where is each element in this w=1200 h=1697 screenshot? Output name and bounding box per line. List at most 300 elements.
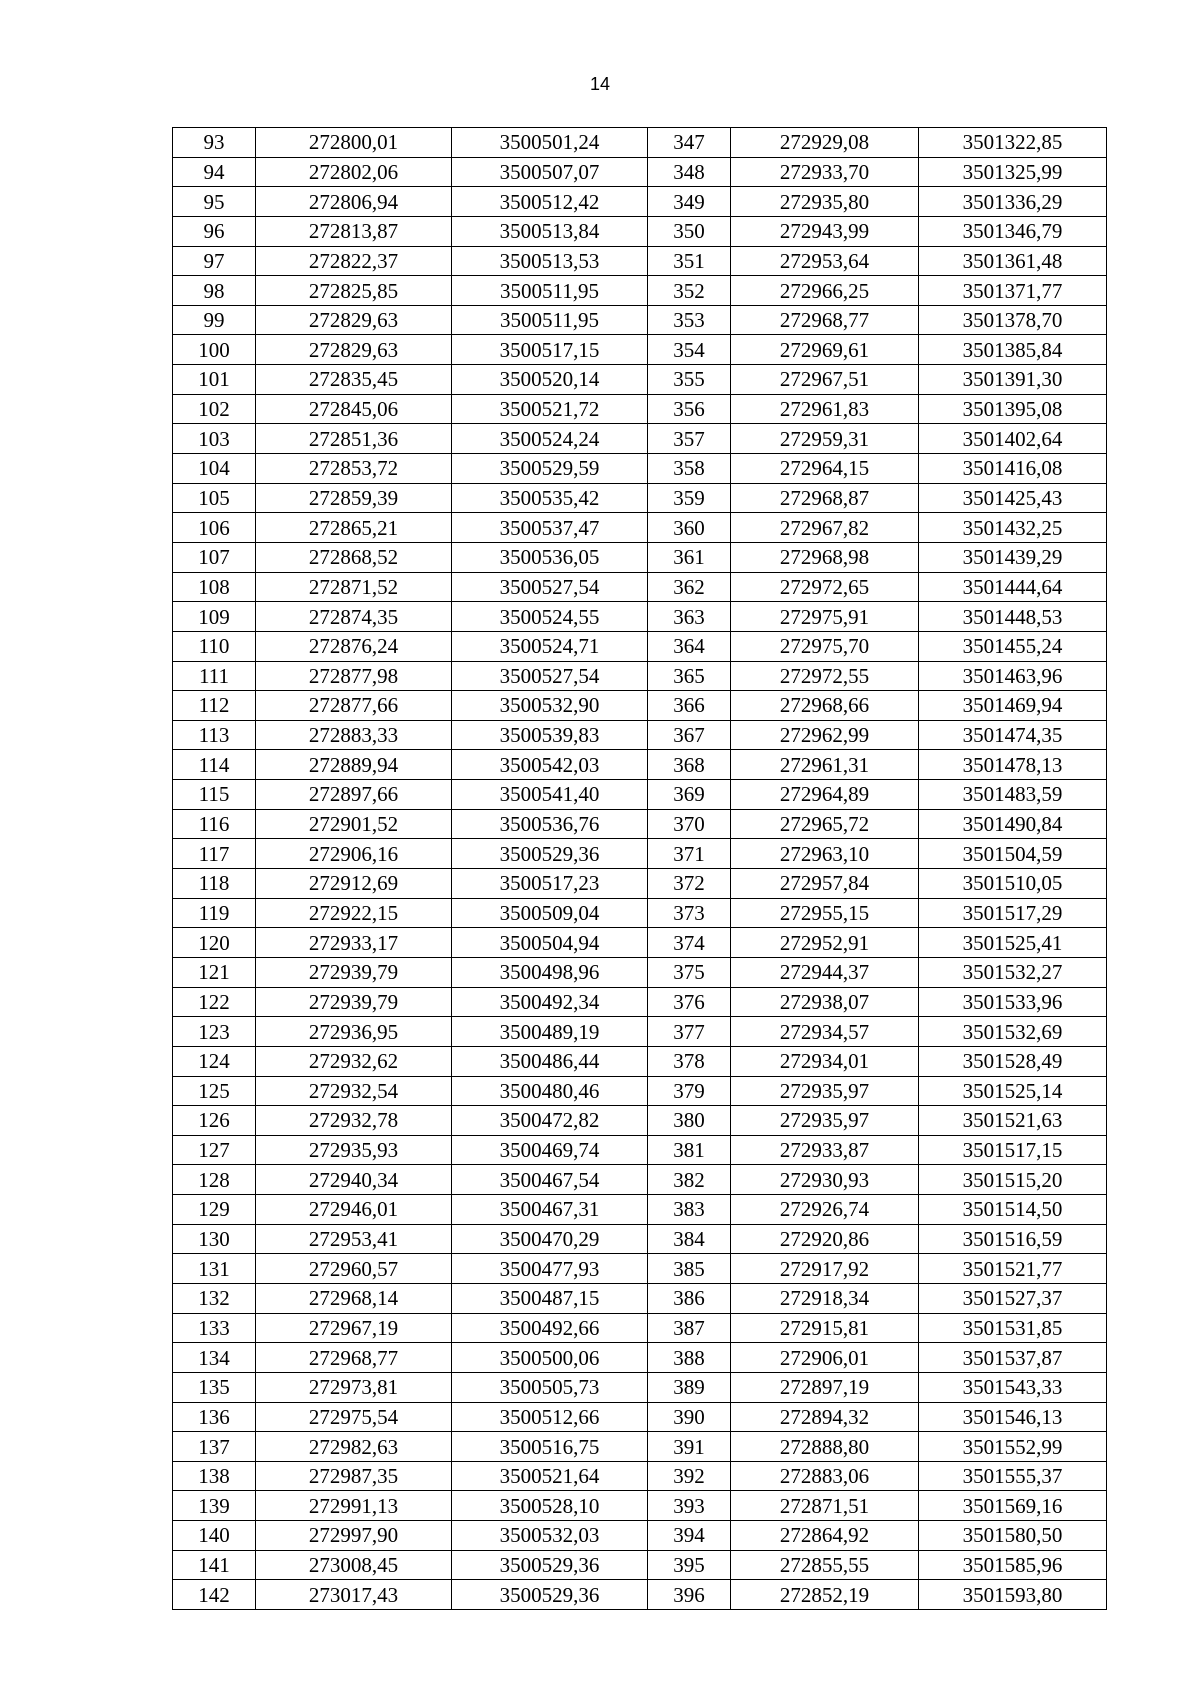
x-coordinate-cell: 272972,55 xyxy=(731,661,919,691)
x-coordinate-cell: 272822,37 xyxy=(256,246,452,276)
x-coordinate-cell: 272967,19 xyxy=(256,1313,452,1343)
x-coordinate-cell: 272991,13 xyxy=(256,1491,452,1521)
y-coordinate-cell: 3500492,34 xyxy=(452,987,648,1017)
x-coordinate-cell: 272975,54 xyxy=(256,1402,452,1432)
y-coordinate-cell: 3500532,90 xyxy=(452,691,648,721)
point-number-cell: 135 xyxy=(173,1372,256,1402)
y-coordinate-cell: 3500511,95 xyxy=(452,276,648,306)
point-number-cell: 374 xyxy=(648,928,731,958)
x-coordinate-cell: 272802,06 xyxy=(256,157,452,187)
x-coordinate-cell: 272934,57 xyxy=(731,1017,919,1047)
point-number-cell: 128 xyxy=(173,1165,256,1195)
point-number-cell: 99 xyxy=(173,305,256,335)
x-coordinate-cell: 272964,89 xyxy=(731,780,919,810)
x-coordinate-cell: 272968,77 xyxy=(731,305,919,335)
point-number-cell: 351 xyxy=(648,246,731,276)
point-number-cell: 381 xyxy=(648,1135,731,1165)
point-number-cell: 383 xyxy=(648,1195,731,1225)
point-number-cell: 113 xyxy=(173,720,256,750)
y-coordinate-cell: 3501546,13 xyxy=(919,1402,1107,1432)
x-coordinate-cell: 272973,81 xyxy=(256,1372,452,1402)
point-number-cell: 360 xyxy=(648,513,731,543)
point-number-cell: 109 xyxy=(173,602,256,632)
point-number-cell: 118 xyxy=(173,869,256,899)
x-coordinate-cell: 272829,63 xyxy=(256,335,452,365)
x-coordinate-cell: 272901,52 xyxy=(256,809,452,839)
point-number-cell: 395 xyxy=(648,1550,731,1580)
point-number-cell: 108 xyxy=(173,572,256,602)
point-number-cell: 359 xyxy=(648,483,731,513)
y-coordinate-cell: 3500521,64 xyxy=(452,1461,648,1491)
x-coordinate-cell: 272871,52 xyxy=(256,572,452,602)
y-coordinate-cell: 3500536,05 xyxy=(452,542,648,572)
y-coordinate-cell: 3500542,03 xyxy=(452,750,648,780)
table-row xyxy=(173,1017,1107,1047)
y-coordinate-cell: 3501378,70 xyxy=(919,305,1107,335)
point-number-cell: 110 xyxy=(173,631,256,661)
point-number-cell: 387 xyxy=(648,1313,731,1343)
x-coordinate-cell: 272800,01 xyxy=(256,128,452,158)
point-number-cell: 130 xyxy=(173,1224,256,1254)
point-number-cell: 392 xyxy=(648,1461,731,1491)
x-coordinate-cell: 272955,15 xyxy=(731,898,919,928)
x-coordinate-cell: 272829,63 xyxy=(256,305,452,335)
x-coordinate-cell: 272853,72 xyxy=(256,454,452,484)
point-number-cell: 106 xyxy=(173,513,256,543)
table-row xyxy=(173,809,1107,839)
table-row xyxy=(173,1432,1107,1462)
y-coordinate-cell: 3500507,07 xyxy=(452,157,648,187)
point-number-cell: 356 xyxy=(648,394,731,424)
table-row xyxy=(173,987,1107,1017)
x-coordinate-cell: 272874,35 xyxy=(256,602,452,632)
table-row xyxy=(173,661,1107,691)
x-coordinate-cell: 272944,37 xyxy=(731,957,919,987)
x-coordinate-cell: 272975,70 xyxy=(731,631,919,661)
x-coordinate-cell: 272965,72 xyxy=(731,809,919,839)
table-row xyxy=(173,1550,1107,1580)
y-coordinate-cell: 3501555,37 xyxy=(919,1461,1107,1491)
y-coordinate-cell: 3500467,54 xyxy=(452,1165,648,1195)
table-row xyxy=(173,1165,1107,1195)
x-coordinate-cell: 272906,16 xyxy=(256,839,452,869)
point-number-cell: 115 xyxy=(173,780,256,810)
table-row xyxy=(173,365,1107,395)
x-coordinate-cell: 272935,97 xyxy=(731,1076,919,1106)
y-coordinate-cell: 3501474,35 xyxy=(919,720,1107,750)
y-coordinate-cell: 3500529,59 xyxy=(452,454,648,484)
y-coordinate-cell: 3501371,77 xyxy=(919,276,1107,306)
x-coordinate-cell: 272946,01 xyxy=(256,1195,452,1225)
x-coordinate-cell: 272938,07 xyxy=(731,987,919,1017)
point-number-cell: 361 xyxy=(648,542,731,572)
y-coordinate-cell: 3500539,83 xyxy=(452,720,648,750)
x-coordinate-cell: 272915,81 xyxy=(731,1313,919,1343)
point-number-cell: 138 xyxy=(173,1461,256,1491)
x-coordinate-cell: 272929,08 xyxy=(731,128,919,158)
point-number-cell: 123 xyxy=(173,1017,256,1047)
table-row xyxy=(173,394,1107,424)
y-coordinate-cell: 3500472,82 xyxy=(452,1106,648,1136)
x-coordinate-cell: 272864,92 xyxy=(731,1521,919,1551)
point-number-cell: 94 xyxy=(173,157,256,187)
x-coordinate-cell: 272959,31 xyxy=(731,424,919,454)
point-number-cell: 382 xyxy=(648,1165,731,1195)
point-number-cell: 350 xyxy=(648,216,731,246)
point-number-cell: 131 xyxy=(173,1254,256,1284)
x-coordinate-cell: 272897,19 xyxy=(731,1372,919,1402)
x-coordinate-cell: 272972,65 xyxy=(731,572,919,602)
point-number-cell: 132 xyxy=(173,1283,256,1313)
point-number-cell: 368 xyxy=(648,750,731,780)
y-coordinate-cell: 3501525,41 xyxy=(919,928,1107,958)
y-coordinate-cell: 3501585,96 xyxy=(919,1550,1107,1580)
table-row xyxy=(173,483,1107,513)
x-coordinate-cell: 272912,69 xyxy=(256,869,452,899)
table-row xyxy=(173,305,1107,335)
y-coordinate-cell: 3500535,42 xyxy=(452,483,648,513)
y-coordinate-cell: 3501385,84 xyxy=(919,335,1107,365)
x-coordinate-cell: 272967,82 xyxy=(731,513,919,543)
y-coordinate-cell: 3501325,99 xyxy=(919,157,1107,187)
y-coordinate-cell: 3501515,20 xyxy=(919,1165,1107,1195)
y-coordinate-cell: 3501532,27 xyxy=(919,957,1107,987)
y-coordinate-cell: 3501322,85 xyxy=(919,128,1107,158)
y-coordinate-cell: 3501528,49 xyxy=(919,1046,1107,1076)
y-coordinate-cell: 3501432,25 xyxy=(919,513,1107,543)
y-coordinate-cell: 3501531,85 xyxy=(919,1313,1107,1343)
x-coordinate-cell: 272806,94 xyxy=(256,187,452,217)
table-row xyxy=(173,898,1107,928)
y-coordinate-cell: 3501444,64 xyxy=(919,572,1107,602)
point-number-cell: 114 xyxy=(173,750,256,780)
table-row xyxy=(173,187,1107,217)
x-coordinate-cell: 272859,39 xyxy=(256,483,452,513)
coordinates-table xyxy=(172,127,1107,1610)
x-coordinate-cell: 272865,21 xyxy=(256,513,452,543)
table-row xyxy=(173,424,1107,454)
x-coordinate-cell: 272883,33 xyxy=(256,720,452,750)
x-coordinate-cell: 272868,52 xyxy=(256,542,452,572)
y-coordinate-cell: 3500469,74 xyxy=(452,1135,648,1165)
x-coordinate-cell: 272952,91 xyxy=(731,928,919,958)
x-coordinate-cell: 272939,79 xyxy=(256,987,452,1017)
table-row xyxy=(173,216,1107,246)
y-coordinate-cell: 3501425,43 xyxy=(919,483,1107,513)
y-coordinate-cell: 3500516,75 xyxy=(452,1432,648,1462)
x-coordinate-cell: 272918,34 xyxy=(731,1283,919,1313)
point-number-cell: 357 xyxy=(648,424,731,454)
point-number-cell: 376 xyxy=(648,987,731,1017)
x-coordinate-cell: 272933,87 xyxy=(731,1135,919,1165)
table-row xyxy=(173,1135,1107,1165)
x-coordinate-cell: 272934,01 xyxy=(731,1046,919,1076)
point-number-cell: 390 xyxy=(648,1402,731,1432)
table-row xyxy=(173,1254,1107,1284)
point-number-cell: 136 xyxy=(173,1402,256,1432)
point-number-cell: 369 xyxy=(648,780,731,810)
y-coordinate-cell: 3501532,69 xyxy=(919,1017,1107,1047)
y-coordinate-cell: 3501416,08 xyxy=(919,454,1107,484)
y-coordinate-cell: 3500512,66 xyxy=(452,1402,648,1432)
table-row xyxy=(173,128,1107,158)
y-coordinate-cell: 3500500,06 xyxy=(452,1343,648,1373)
x-coordinate-cell: 272813,87 xyxy=(256,216,452,246)
point-number-cell: 355 xyxy=(648,365,731,395)
y-coordinate-cell: 3500511,95 xyxy=(452,305,648,335)
point-number-cell: 121 xyxy=(173,957,256,987)
x-coordinate-cell: 272969,61 xyxy=(731,335,919,365)
table-row xyxy=(173,454,1107,484)
point-number-cell: 384 xyxy=(648,1224,731,1254)
y-coordinate-cell: 3500513,53 xyxy=(452,246,648,276)
x-coordinate-cell: 272968,66 xyxy=(731,691,919,721)
point-number-cell: 386 xyxy=(648,1283,731,1313)
table-row xyxy=(173,1076,1107,1106)
x-coordinate-cell: 272894,32 xyxy=(731,1402,919,1432)
point-number-cell: 364 xyxy=(648,631,731,661)
y-coordinate-cell: 3501510,05 xyxy=(919,869,1107,899)
point-number-cell: 379 xyxy=(648,1076,731,1106)
point-number-cell: 103 xyxy=(173,424,256,454)
x-coordinate-cell: 272968,77 xyxy=(256,1343,452,1373)
x-coordinate-cell: 272987,35 xyxy=(256,1461,452,1491)
x-coordinate-cell: 272968,87 xyxy=(731,483,919,513)
x-coordinate-cell: 272939,79 xyxy=(256,957,452,987)
y-coordinate-cell: 3500477,93 xyxy=(452,1254,648,1284)
table-row xyxy=(173,780,1107,810)
point-number-cell: 96 xyxy=(173,216,256,246)
point-number-cell: 349 xyxy=(648,187,731,217)
x-coordinate-cell: 272933,17 xyxy=(256,928,452,958)
y-coordinate-cell: 3501517,15 xyxy=(919,1135,1107,1165)
x-coordinate-cell: 272935,97 xyxy=(731,1106,919,1136)
y-coordinate-cell: 3500524,24 xyxy=(452,424,648,454)
x-coordinate-cell: 272932,62 xyxy=(256,1046,452,1076)
y-coordinate-cell: 3500517,15 xyxy=(452,335,648,365)
x-coordinate-cell: 272825,85 xyxy=(256,276,452,306)
y-coordinate-cell: 3501521,63 xyxy=(919,1106,1107,1136)
point-number-cell: 102 xyxy=(173,394,256,424)
y-coordinate-cell: 3501402,64 xyxy=(919,424,1107,454)
x-coordinate-cell: 272963,10 xyxy=(731,839,919,869)
point-number-cell: 112 xyxy=(173,691,256,721)
point-number-cell: 93 xyxy=(173,128,256,158)
y-coordinate-cell: 3501569,16 xyxy=(919,1491,1107,1521)
x-coordinate-cell: 272906,01 xyxy=(731,1343,919,1373)
table-row xyxy=(173,1106,1107,1136)
y-coordinate-cell: 3501580,50 xyxy=(919,1521,1107,1551)
y-coordinate-cell: 3501448,53 xyxy=(919,602,1107,632)
y-coordinate-cell: 3500521,72 xyxy=(452,394,648,424)
y-coordinate-cell: 3500524,71 xyxy=(452,631,648,661)
y-coordinate-cell: 3501469,94 xyxy=(919,691,1107,721)
table-row xyxy=(173,1372,1107,1402)
x-coordinate-cell: 272926,74 xyxy=(731,1195,919,1225)
table-row xyxy=(173,1521,1107,1551)
point-number-cell: 107 xyxy=(173,542,256,572)
point-number-cell: 389 xyxy=(648,1372,731,1402)
y-coordinate-cell: 3501478,13 xyxy=(919,750,1107,780)
y-coordinate-cell: 3500529,36 xyxy=(452,839,648,869)
point-number-cell: 347 xyxy=(648,128,731,158)
point-number-cell: 100 xyxy=(173,335,256,365)
table-row xyxy=(173,513,1107,543)
y-coordinate-cell: 3500513,84 xyxy=(452,216,648,246)
point-number-cell: 375 xyxy=(648,957,731,987)
table-row xyxy=(173,157,1107,187)
table-row xyxy=(173,602,1107,632)
x-coordinate-cell: 272888,80 xyxy=(731,1432,919,1462)
x-coordinate-cell: 272962,99 xyxy=(731,720,919,750)
y-coordinate-cell: 3500529,36 xyxy=(452,1580,648,1610)
point-number-cell: 137 xyxy=(173,1432,256,1462)
y-coordinate-cell: 3501537,87 xyxy=(919,1343,1107,1373)
x-coordinate-cell: 272920,86 xyxy=(731,1224,919,1254)
y-coordinate-cell: 3500509,04 xyxy=(452,898,648,928)
table-row xyxy=(173,1313,1107,1343)
point-number-cell: 111 xyxy=(173,661,256,691)
x-coordinate-cell: 272982,63 xyxy=(256,1432,452,1462)
point-number-cell: 388 xyxy=(648,1343,731,1373)
point-number-cell: 385 xyxy=(648,1254,731,1284)
x-coordinate-cell: 272967,51 xyxy=(731,365,919,395)
y-coordinate-cell: 3500524,55 xyxy=(452,602,648,632)
point-number-cell: 371 xyxy=(648,839,731,869)
table-row xyxy=(173,542,1107,572)
point-number-cell: 372 xyxy=(648,869,731,899)
point-number-cell: 354 xyxy=(648,335,731,365)
x-coordinate-cell: 272876,24 xyxy=(256,631,452,661)
y-coordinate-cell: 3500480,46 xyxy=(452,1076,648,1106)
x-coordinate-cell: 272968,14 xyxy=(256,1283,452,1313)
y-coordinate-cell: 3500489,19 xyxy=(452,1017,648,1047)
point-number-cell: 95 xyxy=(173,187,256,217)
point-number-cell: 380 xyxy=(648,1106,731,1136)
point-number-cell: 391 xyxy=(648,1432,731,1462)
y-coordinate-cell: 3501552,99 xyxy=(919,1432,1107,1462)
y-coordinate-cell: 3500527,54 xyxy=(452,572,648,602)
x-coordinate-cell: 272852,19 xyxy=(731,1580,919,1610)
y-coordinate-cell: 3500486,44 xyxy=(452,1046,648,1076)
point-number-cell: 373 xyxy=(648,898,731,928)
x-coordinate-cell: 272877,98 xyxy=(256,661,452,691)
y-coordinate-cell: 3500504,94 xyxy=(452,928,648,958)
x-coordinate-cell: 272966,25 xyxy=(731,276,919,306)
point-number-cell: 116 xyxy=(173,809,256,839)
table-row xyxy=(173,720,1107,750)
y-coordinate-cell: 3501514,50 xyxy=(919,1195,1107,1225)
x-coordinate-cell: 272935,93 xyxy=(256,1135,452,1165)
table-row xyxy=(173,957,1107,987)
point-number-cell: 142 xyxy=(173,1580,256,1610)
y-coordinate-cell: 3501439,29 xyxy=(919,542,1107,572)
y-coordinate-cell: 3500467,31 xyxy=(452,1195,648,1225)
x-coordinate-cell: 272940,34 xyxy=(256,1165,452,1195)
x-coordinate-cell: 272845,06 xyxy=(256,394,452,424)
y-coordinate-cell: 3500527,54 xyxy=(452,661,648,691)
y-coordinate-cell: 3500529,36 xyxy=(452,1550,648,1580)
point-number-cell: 105 xyxy=(173,483,256,513)
x-coordinate-cell: 272917,92 xyxy=(731,1254,919,1284)
y-coordinate-cell: 3500470,29 xyxy=(452,1224,648,1254)
point-number-cell: 140 xyxy=(173,1521,256,1551)
y-coordinate-cell: 3501521,77 xyxy=(919,1254,1107,1284)
x-coordinate-cell: 272943,99 xyxy=(731,216,919,246)
point-number-cell: 141 xyxy=(173,1550,256,1580)
y-coordinate-cell: 3500517,23 xyxy=(452,869,648,899)
table-row xyxy=(173,1343,1107,1373)
x-coordinate-cell: 272889,94 xyxy=(256,750,452,780)
y-coordinate-cell: 3500498,96 xyxy=(452,957,648,987)
point-number-cell: 363 xyxy=(648,602,731,632)
table-row xyxy=(173,572,1107,602)
y-coordinate-cell: 3501336,29 xyxy=(919,187,1107,217)
x-coordinate-cell: 272835,45 xyxy=(256,365,452,395)
point-number-cell: 126 xyxy=(173,1106,256,1136)
table-row xyxy=(173,869,1107,899)
point-number-cell: 129 xyxy=(173,1195,256,1225)
y-coordinate-cell: 3501527,37 xyxy=(919,1283,1107,1313)
x-coordinate-cell: 272877,66 xyxy=(256,691,452,721)
y-coordinate-cell: 3501490,84 xyxy=(919,809,1107,839)
table-row xyxy=(173,1580,1107,1610)
point-number-cell: 124 xyxy=(173,1046,256,1076)
y-coordinate-cell: 3501483,59 xyxy=(919,780,1107,810)
x-coordinate-cell: 272961,83 xyxy=(731,394,919,424)
x-coordinate-cell: 272930,93 xyxy=(731,1165,919,1195)
x-coordinate-cell: 273008,45 xyxy=(256,1550,452,1580)
table-row xyxy=(173,631,1107,661)
table-row xyxy=(173,1283,1107,1313)
y-coordinate-cell: 3501525,14 xyxy=(919,1076,1107,1106)
x-coordinate-cell: 272953,41 xyxy=(256,1224,452,1254)
point-number-cell: 133 xyxy=(173,1313,256,1343)
y-coordinate-cell: 3501504,59 xyxy=(919,839,1107,869)
point-number-cell: 348 xyxy=(648,157,731,187)
x-coordinate-cell: 272871,51 xyxy=(731,1491,919,1521)
table-row xyxy=(173,750,1107,780)
coordinates-table-body xyxy=(173,128,1107,1610)
y-coordinate-cell: 3501455,24 xyxy=(919,631,1107,661)
point-number-cell: 358 xyxy=(648,454,731,484)
x-coordinate-cell: 272936,95 xyxy=(256,1017,452,1047)
point-number-cell: 366 xyxy=(648,691,731,721)
x-coordinate-cell: 272960,57 xyxy=(256,1254,452,1284)
point-number-cell: 122 xyxy=(173,987,256,1017)
x-coordinate-cell: 272968,98 xyxy=(731,542,919,572)
point-number-cell: 101 xyxy=(173,365,256,395)
table-row xyxy=(173,1195,1107,1225)
point-number-cell: 396 xyxy=(648,1580,731,1610)
table-row xyxy=(173,1224,1107,1254)
y-coordinate-cell: 3500528,10 xyxy=(452,1491,648,1521)
table-row xyxy=(173,335,1107,365)
table-row xyxy=(173,1461,1107,1491)
point-number-cell: 362 xyxy=(648,572,731,602)
x-coordinate-cell: 272933,70 xyxy=(731,157,919,187)
table-row xyxy=(173,928,1107,958)
point-number-cell: 352 xyxy=(648,276,731,306)
point-number-cell: 353 xyxy=(648,305,731,335)
y-coordinate-cell: 3501346,79 xyxy=(919,216,1107,246)
x-coordinate-cell: 272897,66 xyxy=(256,780,452,810)
point-number-cell: 394 xyxy=(648,1521,731,1551)
table-row xyxy=(173,839,1107,869)
x-coordinate-cell: 272883,06 xyxy=(731,1461,919,1491)
x-coordinate-cell: 272975,91 xyxy=(731,602,919,632)
point-number-cell: 370 xyxy=(648,809,731,839)
